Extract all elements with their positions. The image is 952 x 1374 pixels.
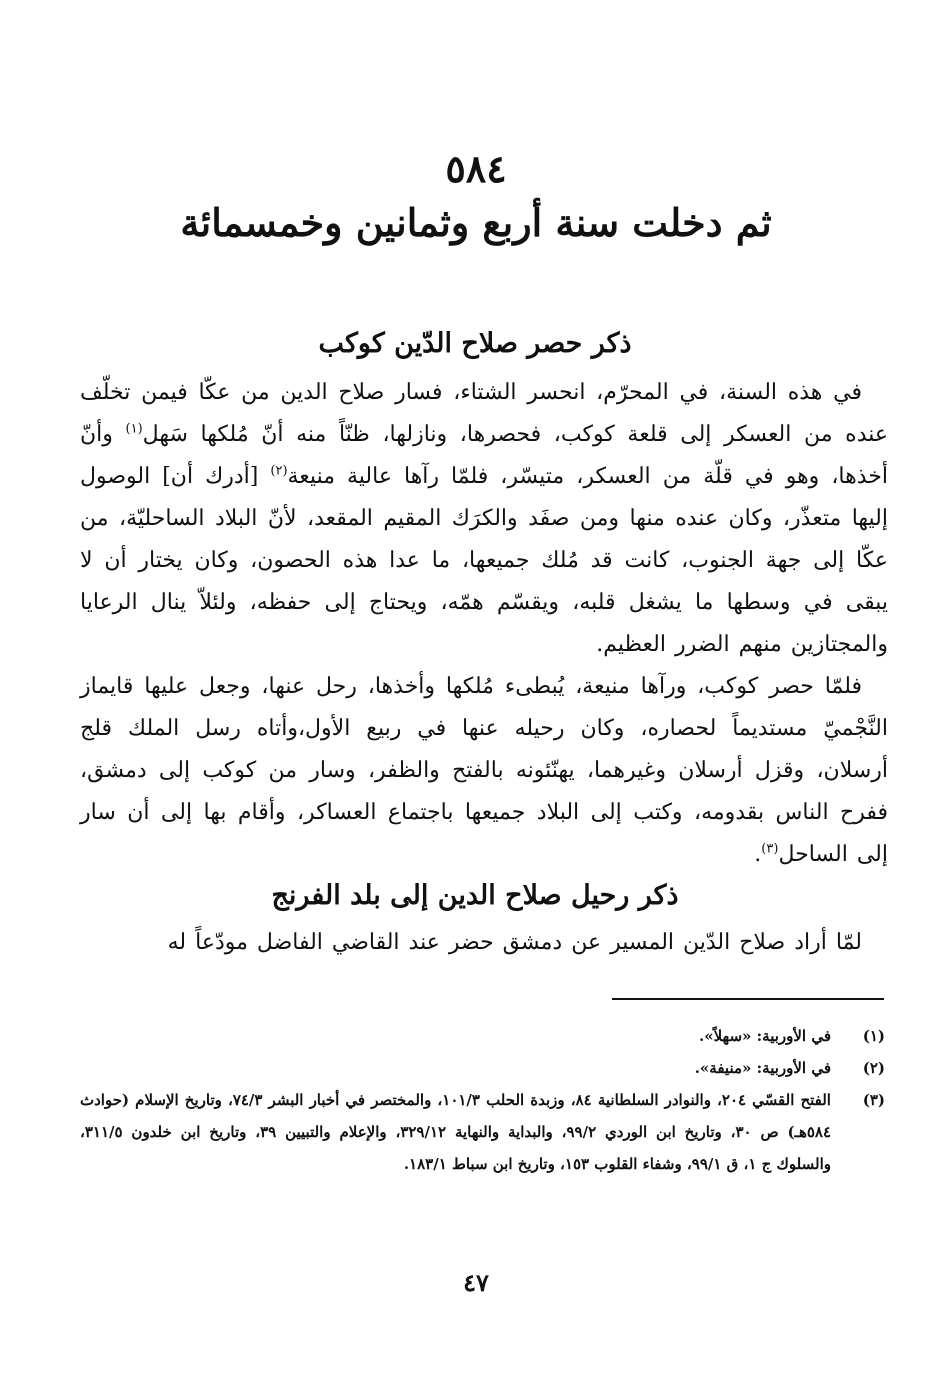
paragraph-kawkab-intro <box>80 372 888 666</box>
section-heading-kawkab-siege: ذكر حصر صلاح الدّين كوكب <box>318 328 632 359</box>
footnote-number-3: (٣) <box>862 1091 885 1109</box>
section-heading-franks-departure: ذكر رحيل صلاح الدين إلى بلد الفرنج <box>271 880 679 911</box>
section-body-kawkab-outcome <box>80 666 888 876</box>
section-body-kawkab-siege <box>80 372 888 666</box>
section-body-franks-departure <box>80 922 888 964</box>
footnotes <box>80 1020 885 1180</box>
year-title: ثم دخلت سنة أربع وثمانين وخمسمائة <box>180 200 772 245</box>
footnote-number-1: (١) <box>862 1027 885 1045</box>
paragraph-outcome-text: فلمّا حصر كوكب، ورآها منيعة، يُبطىء مُلكها وأخذها، رحل عنها، وجعل عليها قايماز النَّجْميّ مستديماً لحصاره، وكان رحيله عنها في ربيع الأول،وأتاه رسل الملك قلج أرسلان، وقزل أرسلان وغيرهما، يهنّئونه بالفتح والظفر، وسار من كوكب إلى دمشق، ففرح الناس بقدومه، وكتب إلى البلاد جميعها باجتماع العساكر، وأقام بها إلى أن سار إلى الساحل <box>80 674 888 867</box>
paragraph-text-before-footnote-1: في هذه السنة، في المحرّم، انحسر الشتاء، فسار صلاح الدين من عكّا فيمن تخلّف عنده من العسكر إلى قلعة كوكب، فحصرها، ونازلها، ظنّاً منه أنّ مُلكها سَهل <box>80 380 889 447</box>
footnote-divider <box>612 998 884 1000</box>
footnote-text-2: في الأوربية: «منيفة». <box>694 1059 831 1077</box>
footnote-1 <box>80 1020 885 1052</box>
footnote-reference-2: (٢) <box>270 463 288 479</box>
paragraph-ending-punctuation: . <box>754 842 762 867</box>
footnote-reference-3: (٣) <box>761 841 779 857</box>
footnote-text-1: في الأوربية: «سهلاً». <box>698 1027 831 1045</box>
footnote-2 <box>80 1052 885 1084</box>
footnote-reference-1: (١) <box>125 421 143 437</box>
paragraph-kawkab-outcome <box>80 666 888 876</box>
page-number: ٤٧ <box>463 1268 489 1297</box>
paragraph-franks-departure: لمّا أراد صلاح الدّين المسير عن دمشق حضر عند القاضي الفاضل مودّعاً له <box>167 930 862 955</box>
footnote-3 <box>80 1084 885 1180</box>
paragraph-text-after-footnote-2: [أدرك أن] الوصول إليها متعذّر، وكان عنده منها ومن صفَد والكرَك المقيم المقعد، لأنّ البلاد الساحليّة، من عكّا إلى جهة الجنوب، كانت قد مُلك جميعها، ما عدا هذه الحصون، وكان يختار أن لا يبقى في وسطها ما يشغل قلبه، ويقسّم همّه، ويحتاج إلى حفظه، ولئلاّ ينال الرعايا والمجتازين منهم الضرر العظيم. <box>80 464 888 657</box>
footnote-number-2: (٢) <box>862 1059 885 1077</box>
paragraph-text-between-footnotes: وأنّ أخذها، وهو في قلّة من العسكر، متيسّر، فلمّا رآها عالية منيعة <box>80 422 888 489</box>
footnote-text-3: الفتح القسّي ٢٠٤، والنوادر السلطانية ٨٤، وزبدة الحلب ١٠١/٣، والمختصر في أخبار البشر ٧٤/٣، وتاريخ الإسلام (حوادث ٥٨٤هـ) ص ٣٠، وتاريخ ابن الوردي ٩٩/٢، والبداية والنهاية ٣٢٩/١٢، والإعلام والتبيين ٣٩، وتاريخ ابن خلدون ٣١١/٥، والسلوك ج ١، ق ٩٩/١، وشفاء القلوب ١٥٣، وتاريخ ابن سباط ١٨٣/١. <box>80 1091 832 1173</box>
year-number: ٥٨٤ <box>445 146 507 191</box>
